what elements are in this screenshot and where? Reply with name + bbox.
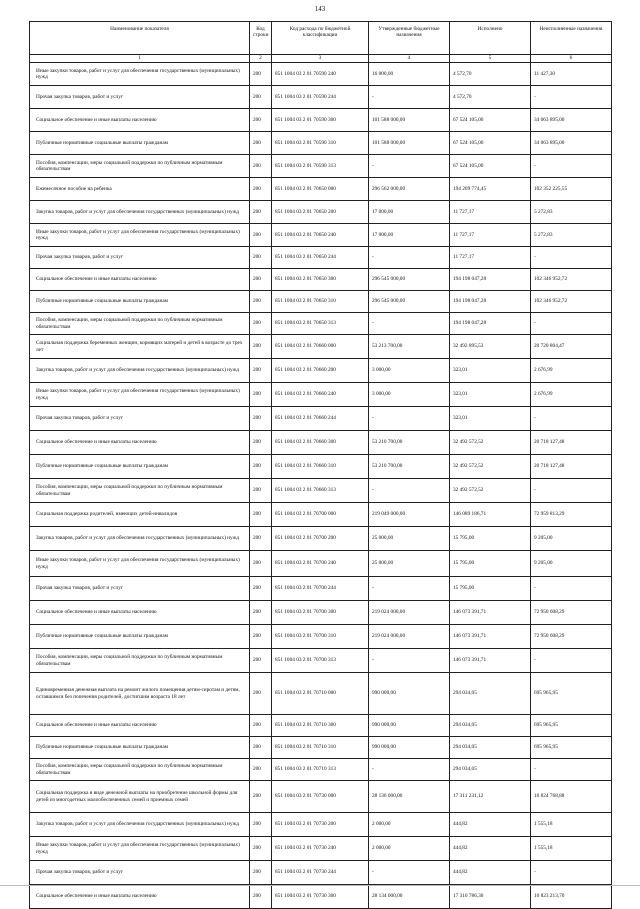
row-budget-code: 851 1004 03 2 01 70730 200 <box>272 813 369 837</box>
row-unexecuted: 1 555,18 <box>531 837 612 861</box>
row-unexecuted: - <box>531 479 612 503</box>
row-line-code: 200 <box>250 291 272 313</box>
row-executed: 67 524 105,00 <box>450 155 531 178</box>
row-line-code: 200 <box>250 601 272 625</box>
row-name: Ежемесячное пособие на ребенка <box>30 178 250 201</box>
row-budget-code: 851 1004 03 2 01 70660 310 <box>272 455 369 479</box>
table-body <box>30 63 612 909</box>
row-budget-code: 851 1004 03 2 01 70700 300 <box>272 601 369 625</box>
row-line-code: 200 <box>250 132 272 155</box>
row-approved: 3 000,00 <box>369 383 450 407</box>
row-approved: 296 545 000,00 <box>369 269 450 291</box>
row-name: Публичные нормативные социальные выплаты гражданам <box>30 291 250 313</box>
table-row <box>30 737 612 759</box>
row-line-code: 200 <box>250 178 272 201</box>
row-executed: 17 311 231,12 <box>450 781 531 813</box>
row-executed: 15 795,00 <box>450 577 531 601</box>
row-unexecuted: - <box>531 759 612 781</box>
column-number: 6 <box>531 55 612 63</box>
row-executed: 32 492 895,53 <box>450 335 531 359</box>
row-approved: 28 134 000,00 <box>369 885 450 909</box>
row-unexecuted: 10 824 768,88 <box>531 781 612 813</box>
row-executed: 294 034,05 <box>450 737 531 759</box>
row-executed: 194 198 047,28 <box>450 291 531 313</box>
row-line-code: 200 <box>250 155 272 178</box>
row-executed: 32 492 572,52 <box>450 431 531 455</box>
row-budget-code: 851 1004 03 2 01 70650 000 <box>272 178 369 201</box>
row-budget-code: 851 1004 03 2 01 70650 240 <box>272 224 369 247</box>
row-budget-code: 851 1004 03 2 01 70590 244 <box>272 86 369 109</box>
row-unexecuted: 20 720 804,47 <box>531 335 612 359</box>
row-unexecuted: 20 718 127,48 <box>531 431 612 455</box>
row-unexecuted: 695 965,95 <box>531 715 612 737</box>
header-approved: Утвержденные бюджетные назначения <box>369 22 450 55</box>
row-name: Прочая закупка товаров, работ и услуг <box>30 86 250 109</box>
column-number: 3 <box>272 55 369 63</box>
row-budget-code: 851 1004 03 2 01 70650 244 <box>272 247 369 269</box>
row-budget-code: 851 1004 03 2 01 70590 300 <box>272 109 369 132</box>
row-executed: 15 795,00 <box>450 527 531 551</box>
row-unexecuted: 695 965,95 <box>531 673 612 715</box>
row-name: Публичные нормативные социальные выплаты гражданам <box>30 132 250 155</box>
row-name: Публичные нормативные социальные выплаты гражданам <box>30 455 250 479</box>
row-budget-code: 851 1004 03 2 01 70700 240 <box>272 551 369 577</box>
row-approved: 2 000,00 <box>369 837 450 861</box>
row-executed: 11 727,17 <box>450 224 531 247</box>
row-approved: 25 000,00 <box>369 551 450 577</box>
header-row <box>30 22 612 55</box>
header-executed: Исполнено <box>450 22 531 55</box>
row-unexecuted: - <box>531 313 612 335</box>
row-line-code: 200 <box>250 649 272 673</box>
row-line-code: 200 <box>250 527 272 551</box>
table-row <box>30 335 612 359</box>
row-name: Социальное обеспечение и иные выплаты населению <box>30 431 250 455</box>
row-budget-code: 851 1004 03 2 01 70730 300 <box>272 885 369 909</box>
row-executed: 4 572,70 <box>450 86 531 109</box>
row-unexecuted: 695 965,95 <box>531 737 612 759</box>
row-name: Единовременная денежная выплата на ремонт жилого помещения детям-сиротам и детям, оставшимся без попечения родителей, достигшим возраста 18 лет <box>30 673 250 715</box>
row-name: Иные закупки товаров, работ и услуг для обеспечения государственных (муниципальных) нужд <box>30 551 250 577</box>
row-line-code: 200 <box>250 577 272 601</box>
row-approved: - <box>369 407 450 431</box>
row-name: Иные закупки товаров, работ и услуг для обеспечения государственных (муниципальных) нужд <box>30 837 250 861</box>
table-row <box>30 813 612 837</box>
header-name: Наименование показателя <box>30 22 250 55</box>
table-row <box>30 673 612 715</box>
row-unexecuted: 102 352 225,55 <box>531 178 612 201</box>
row-line-code: 200 <box>250 479 272 503</box>
row-line-code: 200 <box>250 109 272 132</box>
row-executed: 323,01 <box>450 359 531 383</box>
row-approved: 3 000,00 <box>369 359 450 383</box>
row-approved: 101 588 000,00 <box>369 132 450 155</box>
row-line-code: 200 <box>250 335 272 359</box>
row-unexecuted: - <box>531 407 612 431</box>
row-line-code: 200 <box>250 737 272 759</box>
row-approved: - <box>369 155 450 178</box>
row-budget-code: 851 1004 03 2 01 70650 200 <box>272 201 369 224</box>
row-executed: 11 727,17 <box>450 201 531 224</box>
row-name: Пособия, компенсации, меры социальной поддержки по публичным нормативным обязательствам <box>30 155 250 178</box>
row-budget-code: 851 1004 03 2 01 70650 300 <box>272 269 369 291</box>
row-name: Социальное обеспечение и иные выплаты населению <box>30 885 250 909</box>
table-row <box>30 625 612 649</box>
row-name: Закупка товаров, работ и услуг для обеспечения государственных (муниципальных) нужд <box>30 201 250 224</box>
row-budget-code: 851 1004 03 2 01 70590 310 <box>272 132 369 155</box>
table-row <box>30 649 612 673</box>
row-unexecuted: 11 427,30 <box>531 63 612 86</box>
table-row <box>30 291 612 313</box>
budget-report-table <box>29 21 612 909</box>
row-line-code: 200 <box>250 837 272 861</box>
row-name: Прочая закупка товаров, работ и услуг <box>30 577 250 601</box>
row-budget-code: 851 1004 03 2 01 70700 313 <box>272 649 369 673</box>
row-line-code: 200 <box>250 247 272 269</box>
row-executed: 146 089 186,71 <box>450 503 531 527</box>
column-number-row <box>30 55 612 63</box>
row-executed: 323,01 <box>450 407 531 431</box>
row-name: Закупка товаров, работ и услуг для обеспечения государственных (муниципальных) нужд <box>30 359 250 383</box>
table-row <box>30 577 612 601</box>
column-number: 2 <box>250 55 272 63</box>
row-budget-code: 851 1004 03 2 01 70660 000 <box>272 335 369 359</box>
row-approved: 17 000,00 <box>369 224 450 247</box>
row-name: Закупка товаров, работ и услуг для обеспечения государственных (муниципальных) нужд <box>30 527 250 551</box>
row-executed: 444,82 <box>450 837 531 861</box>
row-executed: 32 492 572,52 <box>450 455 531 479</box>
row-budget-code: 851 1004 03 2 01 70710 000 <box>272 673 369 715</box>
row-line-code: 200 <box>250 201 272 224</box>
row-budget-code: 851 1004 03 2 01 70700 000 <box>272 503 369 527</box>
row-budget-code: 851 1004 03 2 01 70590 313 <box>272 155 369 178</box>
row-budget-code: 851 1004 03 2 01 70650 313 <box>272 313 369 335</box>
header-budget-code: Код расхода по бюджетной классификации <box>272 22 369 55</box>
column-number: 1 <box>30 55 250 63</box>
table-row <box>30 201 612 224</box>
row-unexecuted: 2 676,99 <box>531 359 612 383</box>
row-budget-code: 851 1004 03 2 01 70650 310 <box>272 291 369 313</box>
table-row <box>30 715 612 737</box>
row-line-code: 200 <box>250 715 272 737</box>
row-unexecuted: - <box>531 86 612 109</box>
row-unexecuted: - <box>531 577 612 601</box>
row-line-code: 200 <box>250 503 272 527</box>
row-budget-code: 851 1004 03 2 01 70660 300 <box>272 431 369 455</box>
row-unexecuted: 34 063 895,00 <box>531 132 612 155</box>
row-approved: 53 210 700,00 <box>369 455 450 479</box>
row-name: Пособия, компенсации, меры социальной поддержки по публичным нормативным обязательствам <box>30 649 250 673</box>
row-name: Социальное обеспечение и иные выплаты населению <box>30 109 250 132</box>
row-executed: 294 034,05 <box>450 759 531 781</box>
row-approved: 219 024 000,00 <box>369 601 450 625</box>
table-row <box>30 407 612 431</box>
table-row <box>30 269 612 291</box>
row-approved: 990 000,00 <box>369 715 450 737</box>
row-approved: 25 000,00 <box>369 527 450 551</box>
row-executed: 146 073 391,71 <box>450 625 531 649</box>
row-name: Прочая закупка товаров, работ и услуг <box>30 407 250 431</box>
row-unexecuted: 9 205,00 <box>531 551 612 577</box>
row-executed: 294 034,05 <box>450 673 531 715</box>
row-executed: 67 524 105,00 <box>450 132 531 155</box>
row-approved: - <box>369 577 450 601</box>
row-name: Социальная поддержка в виде денежной выплаты на приобретение школьной формы для детей из многодетных малообеспеченных семей и приемных семей <box>30 781 250 813</box>
row-executed: 67 524 105,00 <box>450 109 531 132</box>
row-line-code: 200 <box>250 224 272 247</box>
table-row <box>30 132 612 155</box>
row-budget-code: 851 1004 03 2 01 70590 240 <box>272 63 369 86</box>
row-name: Иные закупки товаров, работ и услуг для обеспечения государственных (муниципальных) нужд <box>30 224 250 247</box>
row-budget-code: 851 1004 03 2 01 70710 310 <box>272 737 369 759</box>
table-row <box>30 155 612 178</box>
bottom-divider <box>0 885 640 886</box>
row-name: Социальное обеспечение и иные выплаты населению <box>30 601 250 625</box>
row-line-code: 200 <box>250 359 272 383</box>
row-name: Социальное обеспечение и иные выплаты населению <box>30 269 250 291</box>
row-approved: 219 049 000,00 <box>369 503 450 527</box>
row-line-code: 200 <box>250 781 272 813</box>
table-row <box>30 224 612 247</box>
row-budget-code: 851 1004 03 2 01 70730 244 <box>272 861 369 885</box>
table-row <box>30 383 612 407</box>
row-budget-code: 851 1004 03 2 01 70700 244 <box>272 577 369 601</box>
row-budget-code: 851 1004 03 2 01 70660 244 <box>272 407 369 431</box>
row-approved: - <box>369 313 450 335</box>
row-unexecuted: - <box>531 155 612 178</box>
row-approved: 53 210 700,00 <box>369 431 450 455</box>
row-name: Пособия, компенсации, меры социальной поддержки по публичным нормативным обязательствам <box>30 313 250 335</box>
table-row <box>30 247 612 269</box>
row-unexecuted: - <box>531 247 612 269</box>
header-unexecuted: Неисполненные назначения <box>531 22 612 55</box>
row-name: Пособия, компенсации, меры социальной поддержки по публичным нормативным обязательствам <box>30 759 250 781</box>
row-unexecuted: 5 272,83 <box>531 201 612 224</box>
row-executed: 146 073 391,71 <box>450 601 531 625</box>
table-row <box>30 109 612 132</box>
row-unexecuted: 20 718 127,48 <box>531 455 612 479</box>
row-line-code: 200 <box>250 885 272 909</box>
row-line-code: 200 <box>250 673 272 715</box>
table-row <box>30 431 612 455</box>
row-name: Прочая закупка товаров, работ и услуг <box>30 247 250 269</box>
row-name: Пособия, компенсации, меры социальной поддержки по публичным нормативным обязательствам <box>30 479 250 503</box>
row-unexecuted: 72 950 608,29 <box>531 601 612 625</box>
row-line-code: 200 <box>250 269 272 291</box>
row-unexecuted: 2 676,99 <box>531 383 612 407</box>
column-number: 4 <box>369 55 450 63</box>
table-row <box>30 527 612 551</box>
table-row <box>30 178 612 201</box>
row-line-code: 200 <box>250 431 272 455</box>
table-row <box>30 837 612 861</box>
row-unexecuted: 10 823 213,70 <box>531 885 612 909</box>
table-row <box>30 861 612 885</box>
table-row <box>30 455 612 479</box>
row-budget-code: 851 1004 03 2 01 70710 313 <box>272 759 369 781</box>
row-approved: 296 562 000,00 <box>369 178 450 201</box>
row-name: Публичные нормативные социальные выплаты гражданам <box>30 737 250 759</box>
row-executed: 11 727,17 <box>450 247 531 269</box>
row-approved: 2 000,00 <box>369 813 450 837</box>
row-executed: 32 492 572,52 <box>450 479 531 503</box>
row-line-code: 200 <box>250 383 272 407</box>
page-number: 143 <box>314 5 326 13</box>
row-approved: 990 000,00 <box>369 737 450 759</box>
table-row <box>30 885 612 909</box>
row-executed: 194 198 047,28 <box>450 269 531 291</box>
row-unexecuted: 9 205,00 <box>531 527 612 551</box>
row-line-code: 200 <box>250 813 272 837</box>
row-executed: 17 310 786,30 <box>450 885 531 909</box>
table-row <box>30 313 612 335</box>
row-approved: 16 000,00 <box>369 63 450 86</box>
row-unexecuted: 72 950 608,29 <box>531 625 612 649</box>
row-approved: - <box>369 479 450 503</box>
row-budget-code: 851 1004 03 2 01 70700 310 <box>272 625 369 649</box>
row-approved: - <box>369 759 450 781</box>
row-name: Иные закупки товаров, работ и услуг для обеспечения государственных (муниципальных) нужд <box>30 63 250 86</box>
row-executed: 4 572,70 <box>450 63 531 86</box>
row-approved: - <box>369 247 450 269</box>
row-line-code: 200 <box>250 861 272 885</box>
row-name: Прочая закупка товаров, работ и услуг <box>30 861 250 885</box>
row-name: Закупка товаров, работ и услуг для обеспечения государственных (муниципальных) нужд <box>30 813 250 837</box>
row-budget-code: 851 1004 03 2 01 70710 300 <box>272 715 369 737</box>
row-line-code: 200 <box>250 86 272 109</box>
row-name: Социальная поддержка беременных женщин, кормящих матерей и детей в возрасте до трех лет <box>30 335 250 359</box>
header-line-code: Код строки <box>250 22 272 55</box>
row-executed: 294 034,05 <box>450 715 531 737</box>
row-unexecuted: - <box>531 861 612 885</box>
row-line-code: 200 <box>250 407 272 431</box>
row-unexecuted: 72 959 813,29 <box>531 503 612 527</box>
row-budget-code: 851 1004 03 2 01 70660 313 <box>272 479 369 503</box>
row-unexecuted: 34 063 895,00 <box>531 109 612 132</box>
row-budget-code: 851 1004 03 2 01 70730 240 <box>272 837 369 861</box>
row-name: Социальное обеспечение и иные выплаты населению <box>30 715 250 737</box>
table-row <box>30 63 612 86</box>
row-budget-code: 851 1004 03 2 01 70660 200 <box>272 359 369 383</box>
row-executed: 444,82 <box>450 813 531 837</box>
row-approved: 296 545 000,00 <box>369 291 450 313</box>
row-executed: 323,01 <box>450 383 531 407</box>
row-executed: 444,82 <box>450 861 531 885</box>
row-line-code: 200 <box>250 455 272 479</box>
row-approved: 101 588 000,00 <box>369 109 450 132</box>
table-row <box>30 359 612 383</box>
table-row <box>30 601 612 625</box>
table-row <box>30 551 612 577</box>
row-name: Иные закупки товаров, работ и услуг для обеспечения государственных (муниципальных) нужд <box>30 383 250 407</box>
row-executed: 194 209 774,45 <box>450 178 531 201</box>
row-executed: 194 198 047,28 <box>450 313 531 335</box>
row-unexecuted: 1 555,18 <box>531 813 612 837</box>
row-approved: 990 000,00 <box>369 673 450 715</box>
row-name: Социальная поддержка родителей, имеющих детей-инвалидов <box>30 503 250 527</box>
table-row <box>30 503 612 527</box>
row-budget-code: 851 1004 03 2 01 70660 240 <box>272 383 369 407</box>
row-approved: 219 024 000,00 <box>369 625 450 649</box>
table-row <box>30 759 612 781</box>
row-line-code: 200 <box>250 759 272 781</box>
table-row <box>30 479 612 503</box>
row-approved: 53 213 700,00 <box>369 335 450 359</box>
row-unexecuted: - <box>531 649 612 673</box>
row-line-code: 200 <box>250 63 272 86</box>
table-row <box>30 781 612 813</box>
row-unexecuted: 5 272,83 <box>531 224 612 247</box>
row-approved: 17 000,00 <box>369 201 450 224</box>
row-unexecuted: 102 346 952,72 <box>531 269 612 291</box>
row-executed: 146 073 391,71 <box>450 649 531 673</box>
row-line-code: 200 <box>250 313 272 335</box>
row-line-code: 200 <box>250 551 272 577</box>
row-executed: 15 795,00 <box>450 551 531 577</box>
row-approved: - <box>369 649 450 673</box>
row-unexecuted: 102 346 952,72 <box>531 291 612 313</box>
row-approved: - <box>369 86 450 109</box>
table-row <box>30 86 612 109</box>
row-name: Публичные нормативные социальные выплаты гражданам <box>30 625 250 649</box>
row-line-code: 200 <box>250 625 272 649</box>
column-number: 5 <box>450 55 531 63</box>
row-budget-code: 851 1004 03 2 01 70700 200 <box>272 527 369 551</box>
row-budget-code: 851 1004 03 2 01 70730 000 <box>272 781 369 813</box>
row-approved: - <box>369 861 450 885</box>
row-approved: 28 136 000,00 <box>369 781 450 813</box>
